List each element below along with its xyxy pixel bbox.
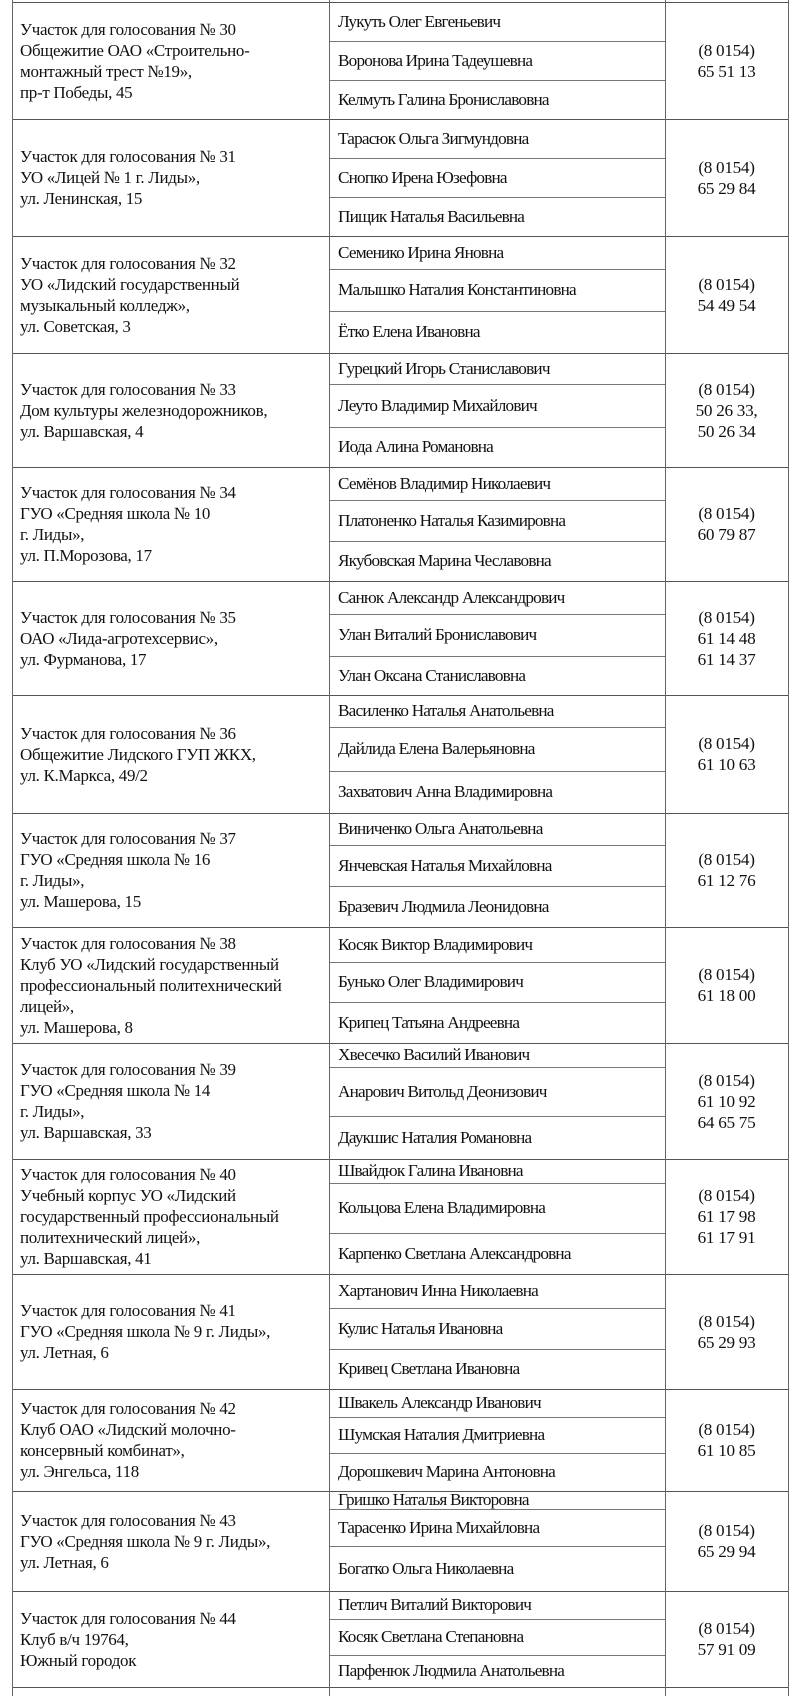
phone-area-code: (8 0154): [698, 1186, 755, 1205]
station-address-line: консервный комбинат»,: [20, 1441, 185, 1460]
phone-number: 50 26 34: [697, 421, 756, 441]
station-cell: [12, 813, 329, 927]
member-name: Карпенко Светлана Александровна: [338, 1243, 571, 1263]
station-address-line: УО «Лидский государственный: [20, 274, 240, 294]
row-divider: [12, 236, 788, 237]
row-divider: [12, 467, 788, 468]
member-name: Кулис Наталья Ивановна: [338, 1318, 503, 1338]
phone-number: 65 29 84: [697, 178, 756, 198]
row-divider: [12, 353, 788, 354]
station-cell: [12, 2, 329, 119]
member-name: Малышко Наталия Константиновна: [338, 280, 576, 299]
station-number: Участок для голосования № 30: [20, 19, 236, 39]
station-cell: [12, 1159, 329, 1274]
member-divider: [329, 311, 665, 312]
member-divider: [329, 1002, 665, 1003]
station-cell: [12, 1043, 329, 1159]
member-name: Хвесечко Василий Иванович: [338, 1045, 530, 1064]
row-divider: [12, 813, 788, 814]
member-name: Янчевская Наталья Михайловна: [338, 855, 552, 875]
station-address-line: ул. Энгельса, 118: [20, 1462, 139, 1481]
phone-number: 54 49 54: [697, 295, 756, 315]
station-address-line: г. Лиды»,: [20, 1102, 85, 1121]
station-address-line: ГУО «Средняя школа № 9 г. Лиды»,: [20, 1322, 271, 1341]
phone-area-code: (8 0154): [698, 965, 755, 984]
station-address-line: ул. Машерова, 15: [20, 892, 141, 911]
phone-area-code: (8 0154): [698, 274, 755, 294]
station-number: Участок для голосования № 43: [20, 1510, 236, 1530]
station-number: Участок для голосования № 31: [20, 147, 236, 166]
station-address-line: пр-т Победы, 45: [20, 82, 133, 102]
station-address-line: г. Лиды»,: [20, 871, 85, 890]
station-address-line: Клуб УО «Лидский государственный: [20, 954, 279, 974]
column-divider: [665, 0, 666, 1696]
station-address-line: ГУО «Средняя школа № 10: [20, 504, 211, 523]
station-address-line: ГУО «Средняя школа № 9 г. Лиды»,: [20, 1531, 271, 1551]
station-number: Участок для голосования № 42: [20, 1399, 236, 1418]
station-address-line: г. Лиды»,: [20, 525, 85, 544]
phone-number: 64 65 75: [697, 1112, 756, 1132]
member-divider: [329, 427, 665, 428]
member-name: Семёнов Владимир Николаевич: [338, 473, 551, 493]
phone-area-code: (8 0154): [698, 1619, 755, 1638]
station-address-line: ул. К.Маркса, 49/2: [20, 765, 148, 785]
member-name: Крипец Татьяна Андреевна: [338, 1012, 520, 1032]
member-name: Ётко Елена Ивановна: [338, 322, 480, 341]
column-divider: [329, 0, 330, 1696]
member-name: Анарович Витольд Деонизович: [338, 1081, 547, 1101]
phone-cell: [665, 927, 788, 1043]
phone-cell: [665, 236, 788, 353]
phone-cell: [665, 467, 788, 581]
station-cell: [12, 1491, 329, 1591]
station-address-line: ГУО «Средняя школа № 14: [20, 1081, 211, 1100]
member-name: Дорошкевич Марина Антоновна: [338, 1462, 555, 1481]
member-name: Косяк Виктор Владимирович: [338, 934, 533, 954]
member-divider: [329, 1417, 665, 1418]
station-number: Участок для голосования № 33: [20, 379, 236, 399]
phone-number: 65 29 94: [697, 1542, 756, 1561]
member-name: Кривец Светлана Ивановна: [338, 1359, 520, 1378]
phone-cell: [665, 353, 788, 467]
member-name: Косяк Светлана Степановна: [338, 1627, 524, 1646]
member-divider: [329, 1067, 665, 1068]
station-cell: [12, 119, 329, 236]
station-address-line: Общежитие Лидского ГУП ЖКХ,: [20, 744, 256, 764]
row-divider: [12, 581, 788, 582]
member-name: Шумская Наталия Дмитриевна: [338, 1425, 545, 1444]
station-address-line: Учебный корпус УО «Лидский: [20, 1186, 236, 1205]
member-name: Иода Алина Романовна: [338, 437, 494, 456]
member-divider: [329, 1453, 665, 1454]
member-name: Леуто Владимир Михайлович: [338, 395, 537, 415]
member-name: Швакель Александр Иванович: [338, 1393, 541, 1412]
phone-number: 61 17 98: [697, 1207, 756, 1226]
member-name: Платоненко Наталья Казимировна: [338, 510, 566, 530]
phone-number: 61 10 92: [697, 1091, 756, 1111]
station-address-line: монтажный трест №19»,: [20, 61, 192, 81]
row-divider: [12, 119, 788, 120]
station-address-line: ул. Фурманова, 17: [20, 649, 147, 669]
member-name: Василенко Наталья Анатольевна: [338, 701, 554, 720]
member-name: Петлич Виталий Викторович: [338, 1595, 532, 1614]
station-number: Участок для голосования № 39: [20, 1060, 236, 1079]
phone-cell: [665, 1159, 788, 1274]
station-address-line: государственный профессиональный: [20, 1207, 279, 1226]
station-address-line: ул. Варшавская, 41: [20, 1249, 152, 1268]
phone-area-code: (8 0154): [698, 504, 755, 523]
member-divider: [329, 80, 665, 81]
station-number: Участок для голосования № 34: [20, 483, 236, 502]
member-divider: [329, 158, 665, 159]
phone-area-code: (8 0154): [698, 157, 755, 177]
phone-area-code: (8 0154): [698, 1521, 755, 1540]
station-address-line: Дом культуры железнодорожников,: [20, 400, 268, 420]
row-divider: [12, 1591, 788, 1592]
member-name: Тарасенко Ирина Михайловна: [338, 1517, 540, 1537]
phone-cell: [665, 581, 788, 695]
column-divider: [788, 0, 789, 1696]
member-name: Швайдюк Галина Ивановна: [338, 1161, 523, 1180]
member-name: Санюк Александр Александрович: [338, 587, 565, 607]
member-divider: [329, 41, 665, 42]
phone-number: 61 18 00: [697, 986, 756, 1005]
station-cell: [12, 353, 329, 467]
member-divider: [329, 1509, 665, 1510]
station-number: Участок для голосования № 40: [20, 1165, 236, 1184]
station-address-line: ул. Машерова, 8: [20, 1017, 133, 1037]
row-divider: [12, 1043, 788, 1044]
phone-cell: [665, 1274, 788, 1389]
station-number: Участок для голосования № 44: [20, 1608, 236, 1628]
station-cell: [12, 695, 329, 813]
station-address-line: ГУО «Средняя школа № 16: [20, 850, 211, 869]
member-name: Якубовская Марина Чеславовна: [338, 551, 551, 570]
phone-number: 65 51 13: [697, 61, 756, 81]
row-divider: [12, 1274, 788, 1275]
member-divider: [329, 1116, 665, 1117]
member-name: Парфенюк Людмила Анатольевна: [338, 1661, 565, 1680]
phone-cell: [665, 1491, 788, 1591]
member-name: Тарасюк Ольга Зигмундовна: [338, 128, 529, 148]
row-divider: [12, 1687, 788, 1688]
station-address-line: музыкальный колледж»,: [20, 295, 190, 315]
row-divider: [12, 1389, 788, 1390]
member-name: Захватович Анна Владимировна: [338, 782, 553, 801]
member-divider: [329, 886, 665, 887]
station-address-line: профессиональный политехнический: [20, 975, 282, 995]
member-divider: [329, 500, 665, 501]
member-name: Семенико Ирина Яновна: [338, 242, 504, 262]
phone-cell: [665, 2, 788, 119]
member-name: Бразевич Людмила Леонидовна: [338, 896, 549, 916]
row-divider: [12, 927, 788, 928]
member-divider: [329, 1349, 665, 1350]
station-address-line: ул. Варшавская, 33: [20, 1123, 152, 1142]
phone-area-code: (8 0154): [698, 40, 755, 60]
phone-area-code: (8 0154): [698, 607, 755, 627]
station-address-line: ул. Советская, 3: [20, 316, 131, 336]
phone-cell: [665, 119, 788, 236]
station-address-line: ул. Летная, 6: [20, 1552, 109, 1572]
phone-number: 61 17 91: [697, 1228, 756, 1247]
station-address-line: ул. Ленинская, 15: [20, 189, 143, 208]
station-address-line: Клуб ОАО «Лидский молочно-: [20, 1420, 236, 1439]
member-name: Бунько Олег Владимирович: [338, 972, 524, 991]
station-address-line: политехнический лицей»,: [20, 1228, 201, 1247]
member-name: Улан Виталий Брониславович: [338, 625, 537, 644]
station-cell: [12, 927, 329, 1043]
phone-area-code: (8 0154): [698, 1311, 755, 1331]
station-address-line: Южный городок: [20, 1650, 137, 1670]
station-cell: [12, 581, 329, 695]
station-cell: [12, 1591, 329, 1687]
phone-number: 61 10 63: [697, 755, 756, 774]
member-name: Даукшис Наталия Романовна: [338, 1127, 532, 1147]
phone-number: 57 91 09: [697, 1640, 756, 1659]
member-name: Хартанович Инна Николаевна: [338, 1281, 538, 1300]
station-cell: [12, 467, 329, 581]
member-divider: [329, 269, 665, 270]
station-cell: [12, 236, 329, 353]
phone-number: 61 12 76: [697, 871, 756, 890]
member-name: Улан Оксана Станиславовна: [338, 665, 526, 685]
member-name: Гурецкий Игорь Станиславович: [338, 358, 550, 378]
member-divider: [329, 1233, 665, 1234]
member-divider: [329, 1308, 665, 1309]
member-divider: [329, 541, 665, 542]
station-address-line: ул. Летная, 6: [20, 1343, 109, 1362]
station-cell: [12, 1389, 329, 1491]
member-name: Кольцова Елена Владимировна: [338, 1198, 546, 1217]
station-number: Участок для голосования № 38: [20, 933, 236, 953]
phone-cell: [665, 695, 788, 813]
phone-number: 61 14 48: [697, 628, 756, 648]
member-divider: [329, 1183, 665, 1184]
phone-cell: [665, 813, 788, 927]
member-divider: [329, 614, 665, 615]
station-number: Участок для голосования № 36: [20, 723, 236, 743]
station-address-line: Клуб в/ч 19764,: [20, 1629, 129, 1649]
phone-area-code: (8 0154): [698, 734, 755, 753]
member-name: Снопко Ирена Юзефовна: [338, 167, 507, 187]
member-divider: [329, 1546, 665, 1547]
member-name: Пищик Наталья Васильевна: [338, 206, 525, 226]
row-divider: [12, 2, 788, 3]
station-number: Участок для голосования № 37: [20, 829, 236, 848]
row-divider: [12, 1491, 788, 1492]
phone-number: 61 14 37: [697, 649, 756, 669]
column-divider: [12, 0, 13, 1696]
phone-number: 61 10 85: [697, 1441, 756, 1460]
phone-number: 60 79 87: [697, 525, 756, 544]
member-name: Богатко Ольга Николаевна: [338, 1558, 514, 1578]
member-divider: [329, 197, 665, 198]
station-address-line: Общежитие ОАО «Строительно-: [20, 40, 250, 60]
station-number: Участок для голосования № 35: [20, 607, 236, 627]
member-divider: [329, 845, 665, 846]
member-divider: [329, 727, 665, 728]
member-divider: [329, 1655, 665, 1656]
member-name: Лукуть Олег Евгеньевич: [338, 11, 501, 31]
station-address-line: УО «Лицей № 1 г. Лиды»,: [20, 168, 200, 187]
phone-area-code: (8 0154): [698, 1420, 755, 1439]
member-name: Виниченко Ольга Анатольевна: [338, 819, 543, 838]
phone-number: 65 29 93: [697, 1332, 756, 1352]
row-divider: [12, 695, 788, 696]
phone-cell: [665, 1591, 788, 1687]
member-name: Гришко Наталья Викторовна: [338, 1490, 529, 1509]
member-name: Келмуть Галина Брониславовна: [338, 89, 549, 109]
member-name: Дайлида Елена Валерьяновна: [338, 739, 535, 758]
member-divider: [329, 771, 665, 772]
phone-cell: [665, 1389, 788, 1491]
phone-area-code: (8 0154): [698, 850, 755, 869]
station-address-line: лицей»,: [20, 996, 74, 1016]
phone-area-code: (8 0154): [698, 379, 755, 399]
member-divider: [329, 656, 665, 657]
member-divider: [329, 962, 665, 963]
station-cell: [12, 1274, 329, 1389]
station-address-line: ул. Варшавская, 4: [20, 421, 144, 441]
row-divider: [12, 1159, 788, 1160]
phone-cell: [665, 1043, 788, 1159]
member-divider: [329, 1619, 665, 1620]
phone-area-code: (8 0154): [698, 1070, 755, 1090]
station-address-line: ОАО «Лида-агротехсервис»,: [20, 628, 218, 648]
member-divider: [329, 384, 665, 385]
station-address-line: ул. П.Морозова, 17: [20, 546, 152, 565]
member-name: Воронова Ирина Тадеушевна: [338, 50, 533, 70]
station-number: Участок для голосования № 41: [20, 1301, 236, 1320]
phone-number: 50 26 33,: [695, 400, 758, 420]
station-number: Участок для голосования № 32: [20, 253, 236, 273]
